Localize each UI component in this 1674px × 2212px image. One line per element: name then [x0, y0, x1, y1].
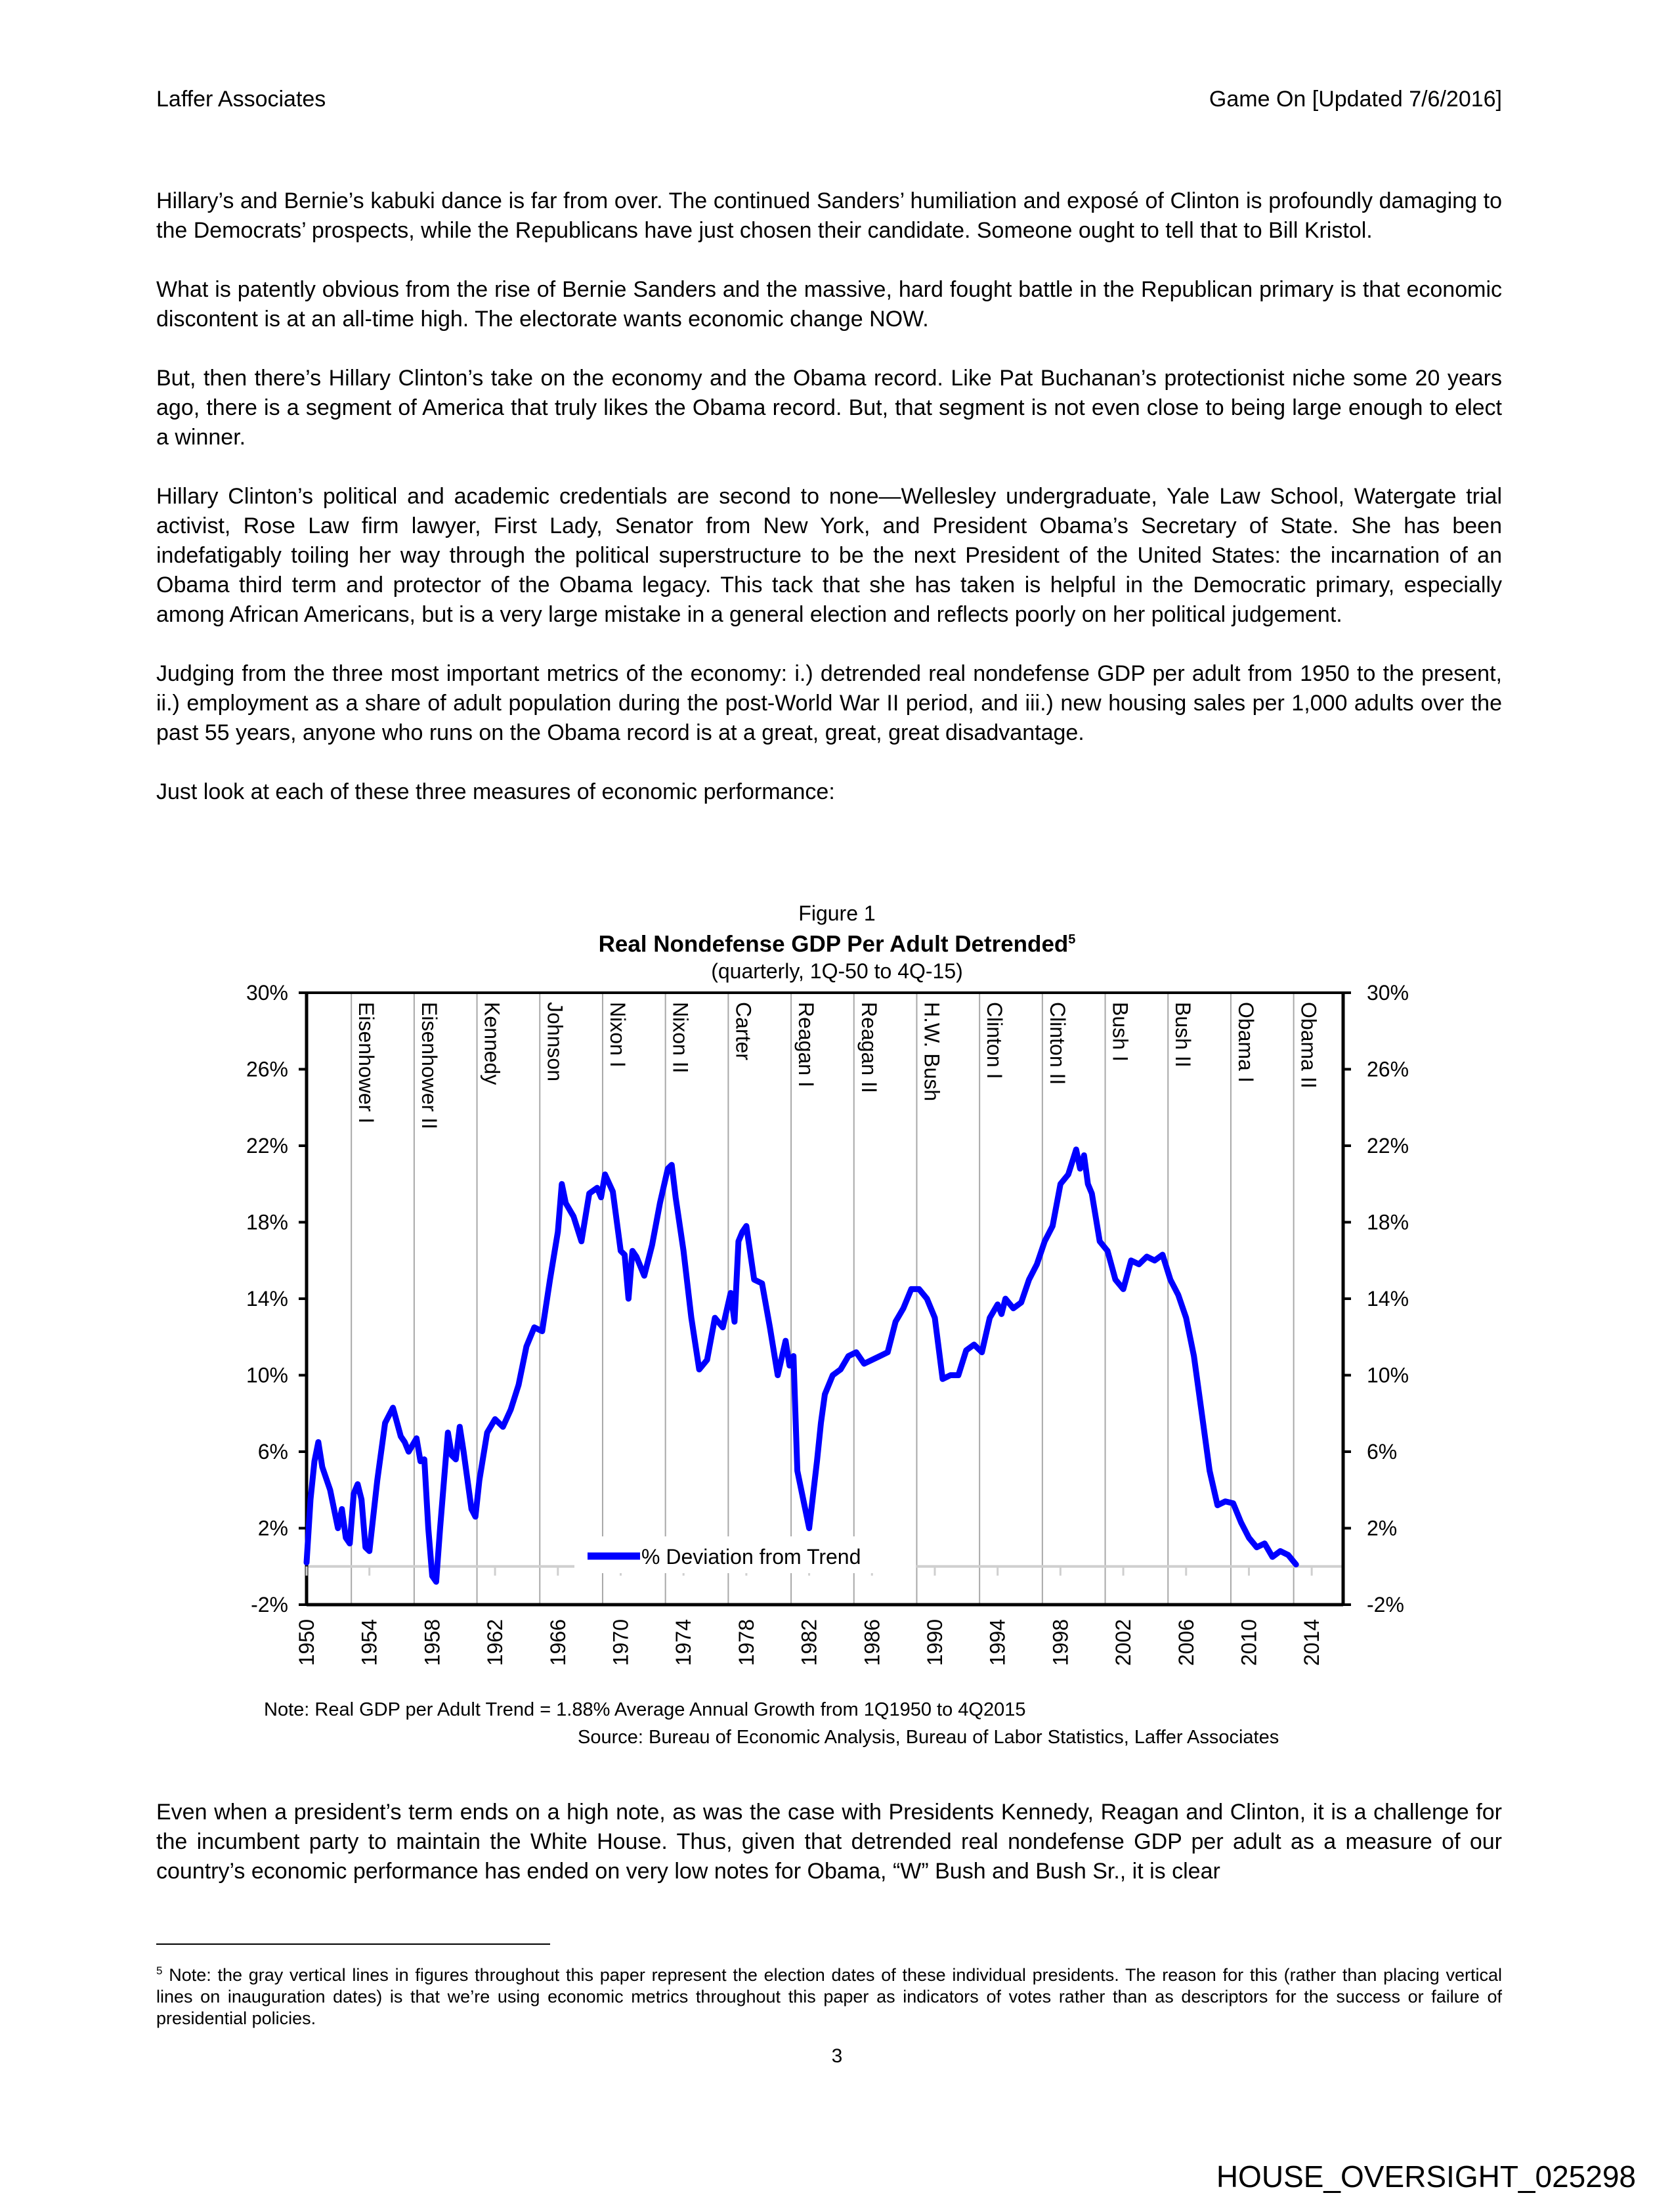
- president-label: Reagan I: [794, 1002, 819, 1087]
- y-tick-label-left: 10%: [246, 1363, 288, 1387]
- x-tick-label: 2006: [1174, 1619, 1198, 1666]
- deviation-series-line: [307, 1150, 1296, 1582]
- president-label: Clinton II: [1045, 1002, 1069, 1085]
- page-number: 3: [831, 2045, 843, 2067]
- president-label: Carter: [731, 1002, 756, 1060]
- president-label: Eisenhower I: [354, 1002, 379, 1123]
- y-tick-label-right: 22%: [1367, 1134, 1409, 1158]
- figure-subtitle: (quarterly, 1Q-50 to 4Q-15): [711, 959, 963, 983]
- y-tick-label-right: 18%: [1367, 1210, 1409, 1234]
- paragraph: But, then there’s Hillary Clinton’s take on the economy and the Obama record. Like Pat Buchanan’s protectionist niche some 20 years ago, there is a segment of America that truly likes the Obama record. But, that segment is not even close to being large enough to elect a winner.: [156, 366, 1502, 450]
- footnote-divider: [156, 1943, 550, 1945]
- y-tick-label-left: 22%: [246, 1134, 288, 1158]
- president-label: Johnson: [543, 1002, 567, 1081]
- y-tick-label-left: 2%: [257, 1516, 288, 1540]
- body-closing: [156, 1798, 1502, 1916]
- x-tick-label: 1982: [797, 1619, 821, 1666]
- y-tick-label-left: 30%: [246, 981, 288, 1005]
- y-tick-label-left: 6%: [257, 1440, 288, 1464]
- x-tick-label: 1990: [922, 1619, 947, 1666]
- president-label: Eisenhower II: [417, 1002, 441, 1129]
- x-tick-label: 1994: [985, 1619, 1010, 1666]
- y-tick-label-right: 30%: [1367, 981, 1409, 1005]
- president-label: Clinton I: [983, 1002, 1007, 1079]
- paragraph: Just look at each of these three measures of economic performance:: [156, 779, 835, 804]
- president-label: Kennedy: [480, 1002, 504, 1085]
- x-tick-label: 1986: [860, 1619, 884, 1666]
- x-tick-label: 2014: [1300, 1619, 1324, 1666]
- footnote: $^5$ Note: the gray vertical lines in figures throughout this paper represent the election dates of these individual presidents. The reason for this (rather than placing vertical lines on inauguration dates) is that we’re using economic metrics throughout this paper as indicators of votes rather than as descriptors for the success or failure of presidential policies.: [156, 1964, 1502, 2028]
- y-tick-label-left: 26%: [246, 1057, 288, 1081]
- bates-number: HOUSE_OVERSIGHT_025298: [1216, 2159, 1636, 2194]
- x-tick-label: 1978: [734, 1619, 758, 1666]
- y-tick-label-left: 14%: [246, 1287, 288, 1311]
- x-tick-label: 1950: [295, 1619, 318, 1666]
- y-tick-label-right: 2%: [1367, 1516, 1398, 1540]
- header-document-title: Game On [Updated 7/6/2016]: [1209, 87, 1502, 112]
- x-tick-label: 1974: [672, 1619, 696, 1666]
- president-label: Obama II: [1297, 1002, 1321, 1089]
- y-tick-label-right: 6%: [1367, 1440, 1398, 1464]
- president-label: Nixon I: [605, 1002, 630, 1068]
- president-label: Bush I: [1108, 1002, 1132, 1062]
- x-tick-label: 2010: [1237, 1619, 1261, 1666]
- y-tick-label-left: -2%: [251, 1593, 288, 1616]
- x-tick-label: 1998: [1048, 1619, 1073, 1666]
- paragraph: Hillary Clinton’s political and academic credentials are second to none—Wellesley undergraduate, Yale Law School, Watergate trial activist, Rose Law firm lawyer, First Lady, Senator from New York, and President Obama’s Secretary of State. She has been indefatigably toiling her way through the political superstructure to be the next President of the United States: the incarnation of an Obama third term and protector of the Obama legacy. This tack that she has taken is helpful in the Democratic primary, especially among African Americans, but is a very large mistake in a general election and reflects poorly on her political judgement.: [156, 484, 1502, 627]
- x-tick-label: 1970: [609, 1619, 633, 1666]
- figure-note: Note: Real GDP per Adult Trend = 1.88% Average Annual Growth from 1Q1950 to 4Q2015: [264, 1699, 1026, 1720]
- header-company: Laffer Associates: [156, 87, 326, 112]
- president-label: Bush II: [1171, 1002, 1195, 1068]
- figure-title: Real Nondefense GDP Per Adult Detrended$^5$: [598, 931, 1076, 957]
- y-tick-label-left: 18%: [246, 1210, 288, 1234]
- president-label: H.W. Bush: [920, 1002, 944, 1102]
- y-tick-label-right: 14%: [1367, 1287, 1409, 1311]
- x-tick-label: 2002: [1111, 1619, 1136, 1666]
- paragraph: Even when a president’s term ends on a high note, as was the case with Presidents Kennedy, Reagan and Clinton, it is a challenge for the incumbent party to maintain the White House. Thus, given that detrended real nondefense GDP per adult as a measure of our country’s economic performance has ended on very low notes for Obama, “W” Bush and Bush Sr., it is clear: [156, 1800, 1502, 1884]
- figure-source: Source: Bureau of Economic Analysis, Bureau of Labor Statistics, Laffer Associates: [578, 1727, 1279, 1748]
- x-tick-label: 1966: [546, 1619, 570, 1666]
- y-tick-label-right: 26%: [1367, 1057, 1409, 1081]
- president-label: Nixon II: [668, 1002, 693, 1073]
- president-label: Obama I: [1234, 1002, 1258, 1083]
- figure-number: Figure 1: [798, 901, 876, 925]
- paragraph: Judging from the three most important metrics of the economy: i.) detrended real nondefense GDP per adult from 1950 to the present, ii.) employment as a share of adult population during the post-World War II period, and iii.) new housing sales per 1,000 adults over the past 55 years, anyone who runs on the Obama record is at a great, great, great disadvantage.: [156, 661, 1502, 745]
- y-tick-label-right: 10%: [1367, 1363, 1409, 1387]
- x-tick-label: 1958: [420, 1619, 444, 1666]
- paragraph: Hillary’s and Bernie’s kabuki dance is far from over. The continued Sanders’ humiliation and exposé of Clinton is profoundly damaging to the Democrats’ prospects, while the Republicans have just chosen their candidate. Someone ought to tell that to Bill Kristol.: [156, 188, 1502, 243]
- y-tick-label-right: -2%: [1367, 1593, 1404, 1616]
- legend-label: % Deviation from Trend: [641, 1545, 861, 1569]
- paragraph: What is patently obvious from the rise of Bernie Sanders and the massive, hard fought battle in the Republican primary is that economic discontent is at an all-time high. The electorate wants economic change NOW.: [156, 277, 1502, 332]
- x-tick-label: 1954: [357, 1619, 381, 1666]
- x-tick-label: 1962: [483, 1619, 507, 1666]
- president-label: Reagan II: [857, 1002, 881, 1093]
